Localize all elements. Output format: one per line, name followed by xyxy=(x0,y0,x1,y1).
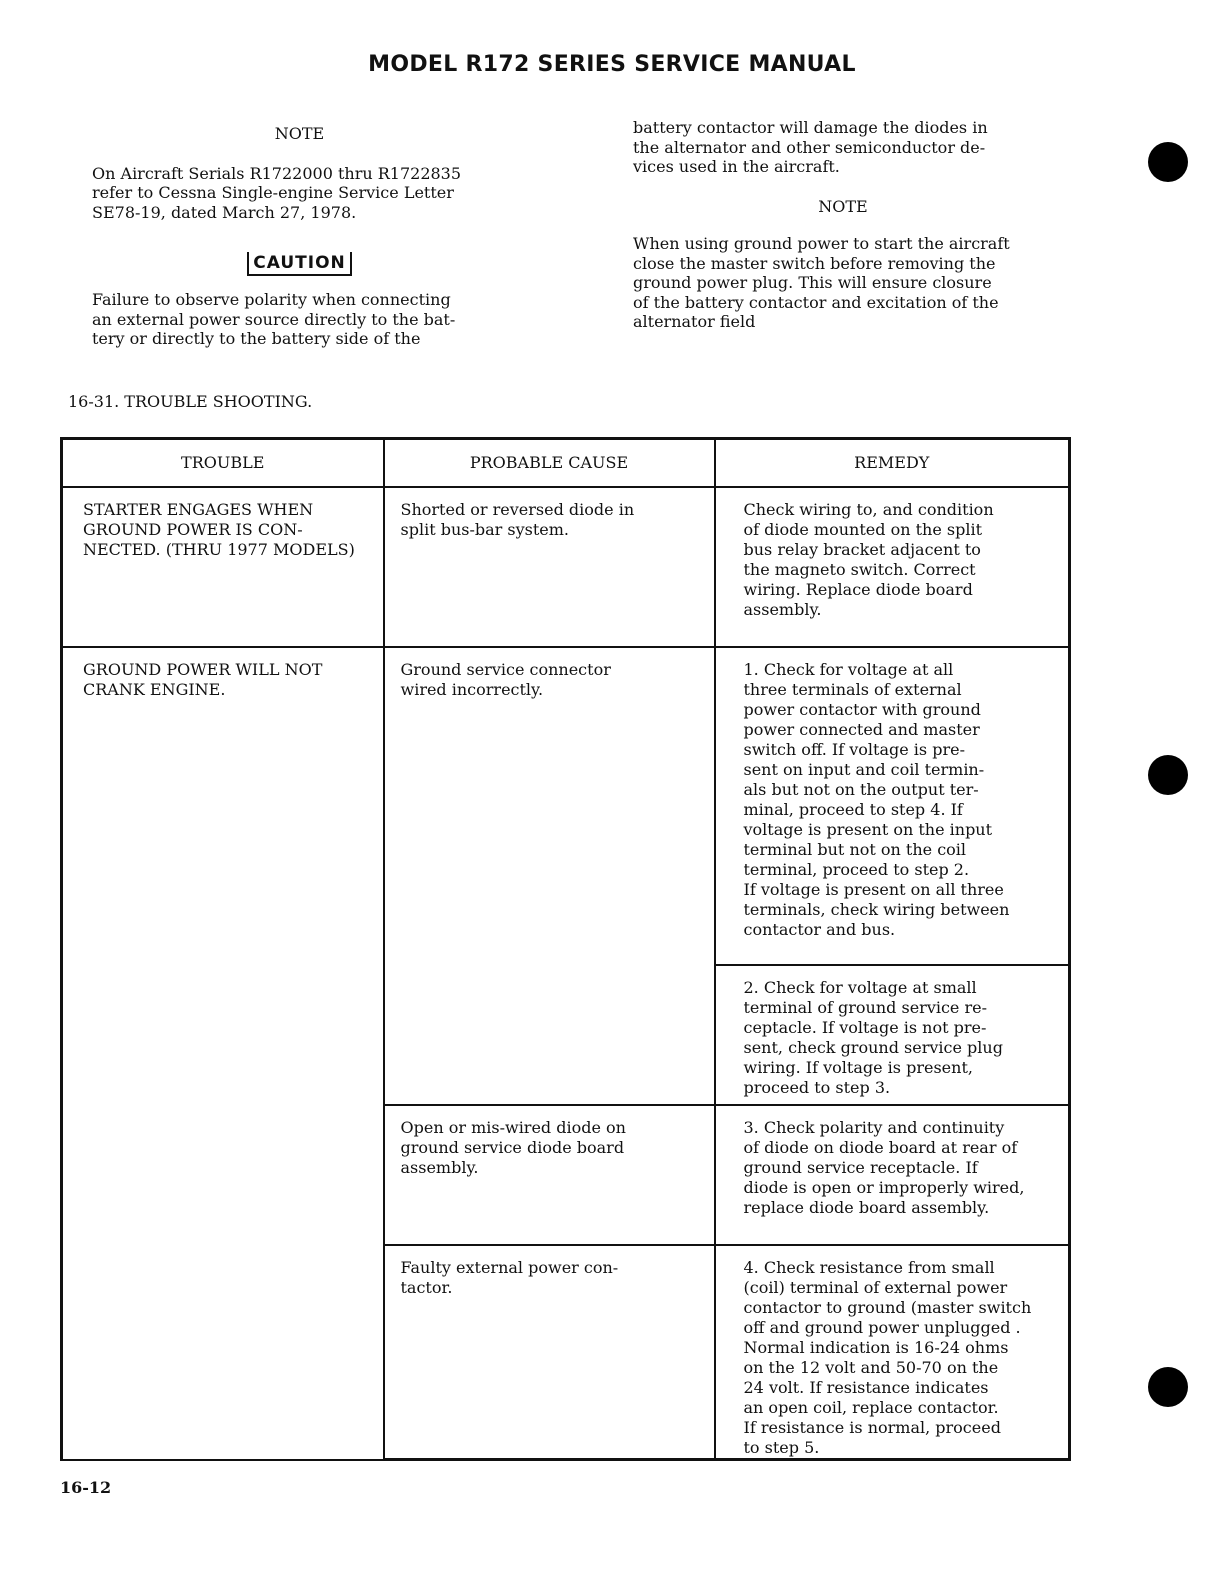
remedy-cell: 1. Check for voltage at all three terminals of external power contactor with ground power connected and master switch off. If voltage is pre- sent on input and coil termin- als but not on the output ter- minal, proceed to step 4. If voltage is present on the input terminal but not on the coil terminal, proceed to step 2. If voltage is present on all three terminals, check wiring between contactor and bus. xyxy=(715,647,1070,965)
note-text: On Aircraft Serials R1722000 thru R1722835 refer to Cessna Single-engine Service Letter SE78-19, dated March 27, 1978. xyxy=(92,163,462,222)
cause-cell: Open or mis-wired diode on ground service diode board assembly. xyxy=(384,1105,715,1245)
binder-hole xyxy=(1148,755,1188,795)
column-header-probable-cause: PROBABLE CAUSE xyxy=(384,439,715,488)
binder-hole xyxy=(1148,142,1188,182)
cause-cell: Shorted or reversed diode in split bus-bar system. xyxy=(384,487,715,647)
note-heading: NOTE xyxy=(274,124,325,143)
cause-cell: Ground service connector wired incorrectly. xyxy=(384,647,715,1105)
caution-continuation: battery contactor will damage the diodes in the alternator and other semiconductor de- vices used in the aircraft. xyxy=(633,118,988,176)
trouble-shooting-table xyxy=(60,437,1071,1461)
section-heading: 16-31. TROUBLE SHOOTING. xyxy=(68,392,313,411)
left-column xyxy=(92,124,507,349)
remedy-cell: Check wiring to, and condition of diode mounted on the split bus relay bracket adjacent to the magneto switch. Correct wiring. Replace diode board assembly. xyxy=(715,487,1070,647)
remedy-cell: 2. Check for voltage at small terminal of ground service re- ceptacle. If voltage is not pre- sent, check ground service plug wiring. If voltage is present, proceed to step 3. xyxy=(715,965,1070,1105)
caution-banner xyxy=(92,252,507,276)
trouble-cell: STARTER ENGAGES WHEN GROUND POWER IS CON- NECTED. (THRU 1977 MODELS) xyxy=(62,487,384,647)
page-title: MODEL R172 SERIES SERVICE MANUAL xyxy=(368,52,856,77)
caution-text: Failure to observe polarity when connecting an external power source directly to the bat- tery or directly to the battery side of the xyxy=(92,290,456,348)
note-heading-right: NOTE xyxy=(818,196,868,216)
page-number: 16-12 xyxy=(60,1478,112,1497)
column-header-trouble: TROUBLE xyxy=(62,439,384,488)
right-column xyxy=(633,118,1053,332)
table-header-row xyxy=(62,439,1070,488)
table-row xyxy=(62,487,1070,647)
column-header-remedy: REMEDY xyxy=(715,439,1070,488)
remedy-cell: 4. Check resistance from small (coil) terminal of external power contactor to ground (master switch off and ground power unplugged . Normal indication is 16-24 ohms on the 12 volt and 50-70 on the 24 volt. If resistance indicates an open coil, replace contactor. If resistance is normal, proceed to step 5. xyxy=(715,1245,1070,1460)
table-row xyxy=(62,647,1070,965)
caution-label: CAUTION xyxy=(247,252,352,276)
cause-cell: Faulty external power con- tactor. xyxy=(384,1245,715,1460)
binder-hole xyxy=(1148,1367,1188,1407)
note-text-right: When using ground power to start the aircraft close the master switch before removing the ground power plug. This will ensure closure of the battery contactor and excitation of the alternator field xyxy=(633,234,1010,331)
trouble-cell: GROUND POWER WILL NOT CRANK ENGINE. xyxy=(62,647,384,1460)
remedy-cell: 3. Check polarity and continuity of diode on diode board at rear of ground service receptacle. If diode is open or improperly wired, replace diode board assembly. xyxy=(715,1105,1070,1245)
